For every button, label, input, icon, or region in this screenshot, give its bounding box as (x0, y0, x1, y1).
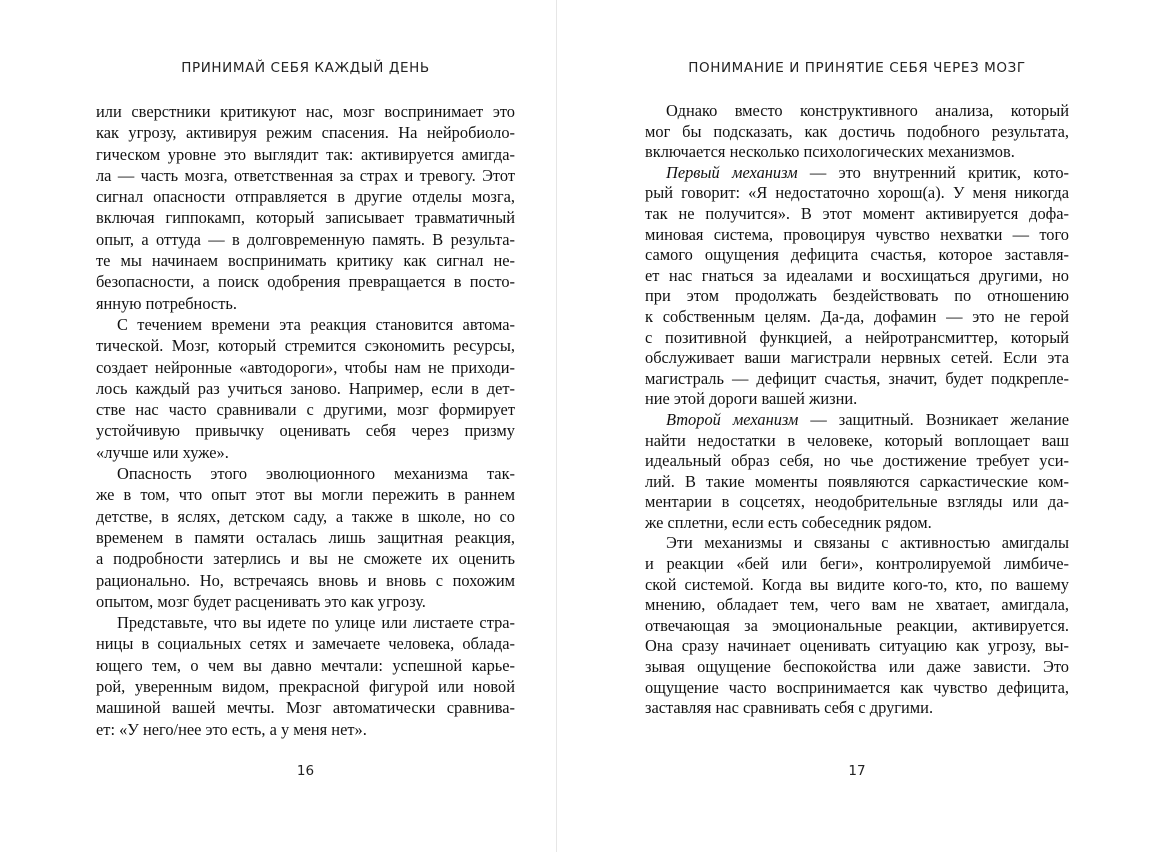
text-line: и реакции «бей или беги», контролируемой лимбиче- (645, 554, 1069, 574)
text-line: устойчивую привычку оценивать себя через призму (96, 421, 515, 441)
text-line: а подробности затерлись и вы не сможете их оценить (96, 549, 515, 569)
text-line: лось каждый раз учиться заново. Например, если в дет- (96, 378, 515, 398)
text-line: зывая ощущение беспокойства или даже зависти. Это (645, 657, 1069, 677)
text-line (645, 163, 1069, 184)
text-line: ет нас гнаться за идеалами и восхищаться другими, но (645, 265, 1069, 285)
text-line: магистраль — дефицит счастья, значит, будет подкрепле- (645, 368, 1069, 388)
italic-term: Первый механизм (666, 162, 798, 182)
left-page (96, 0, 515, 852)
running-header: ПОНИМАНИЕ И ПРИНЯТИЕ СЕБЯ ЧЕРЕЗ МОЗГ (688, 60, 1026, 76)
text-line: к собственным целям. Да-да, дофамин — это не герой (645, 306, 1069, 326)
text-line: миновая система, провоцируя чувство нехватки — того (645, 224, 1069, 244)
text-line: Опасность этого эволюционного механизма так- (117, 464, 515, 484)
text-line: ет: «У него/нее это есть, а у меня нет». (96, 719, 367, 739)
text-line: те мы начинаем воспринимать критику как сигнал не- (96, 251, 515, 271)
running-header: ПРИНИМАЙ СЕБЯ КАЖДЫЙ ДЕНЬ (181, 60, 430, 76)
text-line: идеальный образ себя, но чье достижение требует уси- (645, 451, 1069, 471)
paragraph (96, 612, 515, 740)
text-line: же сплетни, если есть собеседник рядом. (645, 512, 932, 532)
text-line: включается несколько психологических механизмов. (645, 142, 1015, 162)
text-line: с позитивной функцией, а нейротрансмиттер, который (645, 327, 1069, 347)
text-line: так не получится». В этот момент активируется дофа- (645, 203, 1069, 223)
line-text: — это внутренний критик, кото- (797, 162, 1069, 182)
text-line: лий. В такие моменты появляются саркастические ком- (645, 471, 1069, 491)
text-line: мнению, обладает тем, чего вам не хватает, амигдала, (645, 595, 1069, 615)
text-line: временем в памяти осталась лишь защитная реакция, (96, 527, 515, 547)
text-line: С течением времени эта реакция становится автома- (117, 314, 515, 334)
text-line: самого ощущения дефицита счастья, которое заставля- (645, 245, 1069, 265)
paragraph (96, 101, 515, 314)
text-line: стве нас часто сравнивали с другими, мозг формирует (96, 400, 515, 420)
text-line: тической. Мозг, который стремится сэкономить ресурсы, (96, 336, 515, 356)
italic-term: Второй механизм (666, 409, 799, 429)
text-line: ницы в социальных сетях и замечаете человека, облада- (96, 634, 515, 654)
text-line: ющего тем, о чем вы давно мечтали: успешной карье- (96, 655, 515, 675)
text-line: как угрозу, активируя режим спасения. На нейробиоло- (96, 123, 515, 143)
text-line: Представьте, что вы идете по улице или листаете стра- (117, 613, 515, 633)
book-gutter (556, 0, 557, 852)
text-line: Она сразу начинает оценивать ситуацию как угрозу, вы- (645, 636, 1069, 656)
text-line: Однако вместо конструктивного анализа, который (666, 101, 1069, 120)
text-line: или сверстники критикуют нас, мозг воспринимает это (96, 102, 515, 121)
text-line: опытом, мозг будет расценивать это как угрозу. (96, 591, 426, 611)
text-line: ментарии в соцсетях, неодобрительные взгляды или да- (645, 492, 1069, 512)
page-body (96, 101, 515, 740)
text-line: сигнал опасности отправляется в другие отделы мозга, (96, 187, 515, 207)
text-line: включая гиппокамп, который записывает травматичный (96, 208, 515, 228)
page-body (645, 101, 1069, 719)
text-line: заставляя нас сравнивать себя с другими. (645, 698, 934, 718)
text-line (645, 410, 1069, 431)
text-line: при этом продолжать бездействовать по отношению (645, 286, 1069, 306)
right-page (645, 0, 1069, 852)
paragraph (645, 410, 1069, 534)
paragraph (96, 314, 515, 463)
text-line: гическом уровне это выглядит так: активируется амигда- (96, 144, 515, 164)
text-line: Эти механизмы и связаны с активностью амигдалы (666, 533, 1069, 553)
text-line: «лучше или хуже». (96, 442, 229, 462)
text-line: детстве, в яслях, детском саду, а также в школе, но со (96, 506, 515, 526)
text-line: янную потребность. (96, 293, 237, 313)
text-line: рой, уверенным видом, прекрасной фигурой или новой (96, 677, 515, 697)
text-line: создает нейронные «автодороги», чтобы нам не приходи- (96, 357, 515, 377)
text-line: рый говорит: «Я недостаточно хорош(а). У меня никогда (645, 183, 1069, 203)
page-number: 16 (296, 763, 315, 779)
text-line: опыт, а оттуда — в долговременную память. В результа- (96, 229, 515, 249)
paragraph (645, 101, 1069, 163)
paragraph (645, 533, 1069, 718)
paragraph (96, 463, 515, 612)
line-text: — защитный. Возникает желание (798, 409, 1069, 429)
text-line: ние этой дороги вашей жизни. (645, 389, 858, 409)
text-line: найти недостатки в человеке, который воплощает ваш (645, 430, 1069, 450)
text-line: отвечающая за эмоциональные реакции, активируется. (645, 615, 1069, 635)
text-line: ощущение часто воспринимается как чувство дефицита, (645, 677, 1069, 697)
text-line: рационально. Но, встречаясь вновь и вновь с похожим (96, 570, 515, 590)
paragraph (645, 163, 1069, 410)
text-line: безопасности, а поиск одобрения превращается в посто- (96, 272, 515, 292)
text-line: же в том, что опыт этот вы могли пережить в раннем (96, 485, 515, 505)
text-line: ской системой. Когда вы видите кого-то, кто, по вашему (645, 574, 1069, 594)
text-line: обслуживает ваши магистрали нервных сетей. Если эта (645, 348, 1069, 368)
page-number: 17 (848, 763, 866, 779)
text-line: машиной вашей мечты. Мозг автоматически сравнива- (96, 698, 515, 718)
text-line: ла — часть мозга, ответственная за страх и тревогу. Этот (96, 165, 515, 185)
text-line: мог бы подсказать, как достичь подобного результата, (645, 121, 1069, 141)
